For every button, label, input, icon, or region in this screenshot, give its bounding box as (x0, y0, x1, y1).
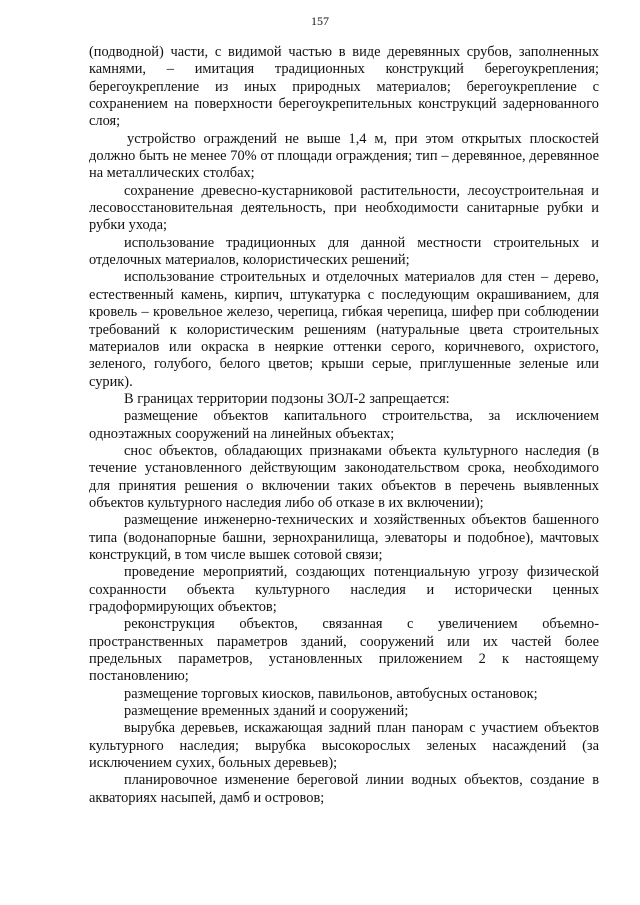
paragraph: планировочное изменение береговой линии водных объектов, создание в акваториях насыпей, дамб и островов; (89, 772, 599, 806)
section-heading: В границах территории подзоны ЗОЛ-2 запрещается: (124, 390, 450, 407)
paragraph: вырубка деревьев, искажающая задний план панорам с участием объектов культурного наследия; вырубка высокорослых зеленых насаждений (за исключением сухих, больных деревьев); (89, 720, 599, 772)
paragraph: (подводной) части, с видимой частью в виде деревянных срубов, заполненных камнями, – имитация традиционных конструкций берегоукрепления; берегоукрепление из иных природных материалов; берегоукрепление с сохранением на поверхности берегоукрепительных конструкций задернованного слоя; (89, 44, 599, 130)
paragraph: устройство ограждений не выше 1,4 м, при этом открытых плоскостей должно быть не менее 70% от площади ограждения; тип – деревянное, деревянное на металлических столбах; (89, 130, 599, 182)
paragraph: размещение инженерно-технических и хозяйственных объектов башенного типа (водонапорные башни, зернохранилища, элеваторы и подобное), мачтовых конструкций, в том числе вышек сотовой связи; (89, 512, 599, 563)
paragraph: размещение временных зданий и сооружений; (124, 703, 409, 720)
paragraph: реконструкция объектов, связанная с увеличением объемно-пространственных параметров зданий, сооружений или их частей более предельных параметров, установленных приложением 2 к настоящему постановлению; (89, 616, 599, 685)
paragraph: сохранение древесно-кустарниковой растительности, лесоустроительная и лесовосстановительная деятельность, при необходимости санитарные рубки и рубки ухода; (89, 182, 599, 234)
paragraph: использование традиционных для данной местности строительных и отделочных материалов, колористических решений; (89, 234, 599, 269)
paragraph: размещение объектов капитального строительства, за исключением одноэтажных сооружений на линейных объектах; (89, 408, 599, 442)
paragraph: проведение мероприятий, создающих потенциальную угрозу физической сохранности объекта культурного наследия и исторически ценных градоформирующих объектов; (89, 564, 599, 615)
document-body (89, 44, 599, 807)
page-number: 157 (311, 14, 329, 28)
paragraph: размещение торговых киосков, павильонов, автобусных остановок; (124, 685, 538, 702)
paragraph: снос объектов, обладающих признаками объекта культурного наследия (в течение установленного действующим законодательством срока, необходимого для принятия решения о включении таких объектов в перечень выявленных объектов культурного наследия либо об отказе в их включении); (89, 442, 599, 511)
paragraph: использование строительных и отделочных материалов для стен – дерево, естественный камень, кирпич, штукатурка с последующим окрашиванием, для кровель – кровельное железо, черепица, гибкая черепица, шифер при соблюдении требований к колористическим решениям (натуральные цвета строительных материалов или окраска в неяркие оттенки серого, коричневого, охристого, зеленого, голубого, белого цветов; крыши серые, приглушенные зеленые или сурик). (89, 269, 599, 390)
